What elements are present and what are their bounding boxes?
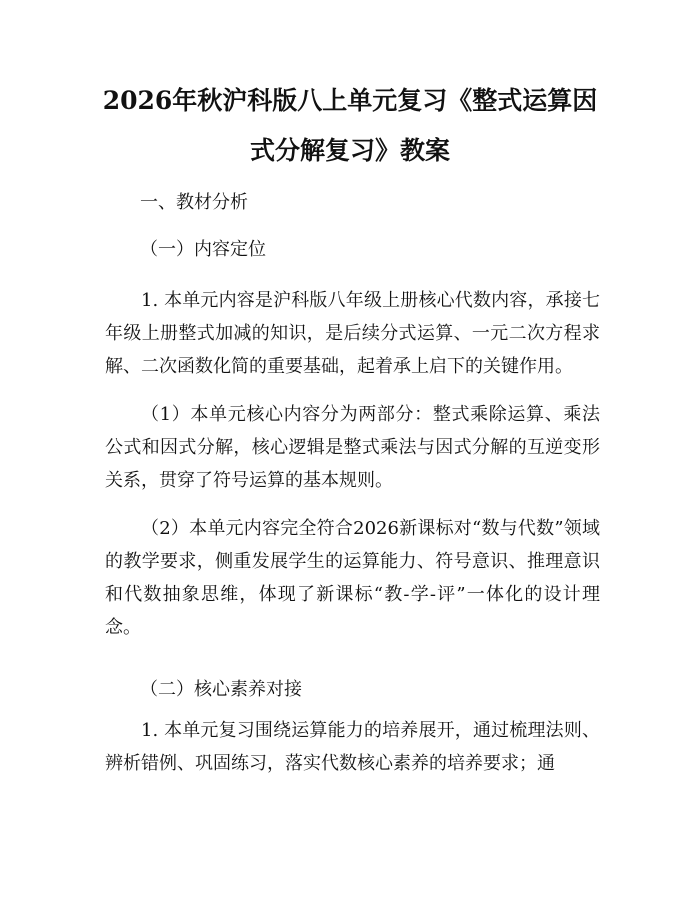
document-title-line-2: 式分解复习》教案 — [249, 136, 450, 165]
subsection-heading-content-positioning: （一）内容定位 — [140, 239, 266, 260]
subsection-heading-core-literacy: （二）核心素养对接 — [140, 679, 302, 700]
paragraph-unit-content: 1. 本单元内容是沪科版八年级上册核心代数内容，承接七年级上册整式加减的知识，是后续分式运算、一元二次方程求解、二次函数化简的重要基础，起着承上启下的关键作用。 — [105, 290, 600, 377]
paragraph-core-content: （1）本单元核心内容分为两部分：整式乘除运算、乘法公式和因式分解，核心逻辑是整式乘法与因式分解的互逆变形关系，贯穿了符号运算的基本规则。 — [105, 404, 600, 491]
paragraph-curriculum-standard: （2）本单元内容完全符合2026新课标对“数与代数”领域的教学要求，侧重发展学生的运算能力、符号意识、推理意识和代数抽象思维，体现了新课标“教-学-评”一体化的设计理念。 — [105, 518, 600, 638]
paragraph-review-focus: 1. 本单元复习围绕运算能力的培养展开，通过梳理法则、辨析错例、巩固练习，落实代数核心素养的培养要求；通 — [105, 720, 600, 774]
section-heading-textbook-analysis: 一、教材分析 — [140, 192, 248, 213]
document-title-line-1: 2026年秋沪科版八上单元复习《整式运算因 — [102, 86, 598, 115]
